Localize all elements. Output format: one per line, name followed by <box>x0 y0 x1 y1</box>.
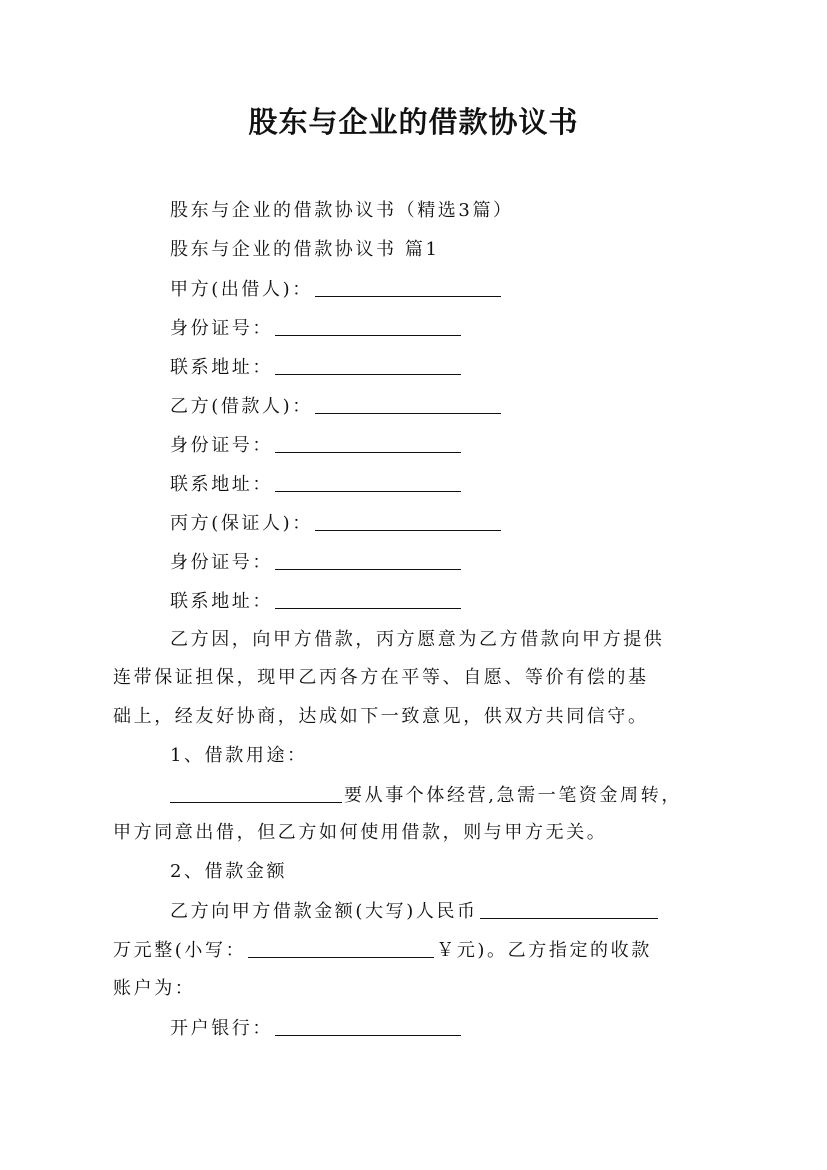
lender-address-line <box>170 354 463 381</box>
clause1-heading: 1、借款用途： <box>170 745 308 766</box>
borrower-name-blank <box>315 393 501 414</box>
amount-lowercase-blank <box>248 937 434 958</box>
guarantor-line <box>170 510 503 537</box>
guarantor-id-blank <box>275 549 461 570</box>
lender-id-label: 身份证号： <box>170 318 273 339</box>
document-subtitle: 股东与企业的借款协议书（精选3篇） <box>170 200 514 221</box>
guarantor-id-label: 身份证号： <box>170 552 273 573</box>
borrower-id-blank <box>275 432 461 453</box>
clause1-line-1-text: 要从事个体经营,急需一笔资金周转， <box>344 785 682 806</box>
guarantor-address-blank <box>275 588 461 609</box>
lender-label: 甲方(出借人)： <box>170 279 313 300</box>
bank-label: 开户银行： <box>170 1018 273 1039</box>
clause2-line-2 <box>113 937 652 964</box>
lender-name-blank <box>315 276 501 297</box>
guarantor-address-label: 联系地址： <box>170 591 273 612</box>
clause2-line-3: 账户为： <box>113 978 196 999</box>
document-title: 股东与企业的借款协议书 <box>248 105 579 139</box>
clause2-line-2-suffix: ￥元)。乙方指定的收款 <box>436 940 652 961</box>
clause1-line-2: 甲方同意出借，但乙方如何使用借款，则与甲方无关。 <box>113 822 608 843</box>
lender-id-blank <box>275 315 461 336</box>
guarantor-id-line <box>170 549 463 576</box>
clause2-line-1-text: 乙方向甲方借款金额(大写)人民币 <box>170 901 478 922</box>
bank-blank <box>275 1015 461 1036</box>
lender-line <box>170 276 503 303</box>
lender-address-blank <box>275 354 461 375</box>
guarantor-label: 丙方(保证人)： <box>170 513 313 534</box>
lender-address-label: 联系地址： <box>170 357 273 378</box>
intro-line-3: 础上，经友好协商，达成如下一致意见，供双方共同信守。 <box>113 706 649 727</box>
guarantor-address-line <box>170 588 463 615</box>
clause2-line-1 <box>170 898 660 925</box>
borrower-label: 乙方(借款人)： <box>170 396 313 417</box>
bank-line <box>170 1015 463 1042</box>
clause1-line-1 <box>170 782 682 809</box>
clause2-line-2-prefix: 万元整(小写： <box>113 940 247 961</box>
clause2-heading: 2、借款金额 <box>170 861 288 882</box>
borrower-id-line <box>170 432 463 459</box>
intro-line-2: 连带保证担保，现甲乙丙各方在平等、自愿、等价有偿的基 <box>113 667 649 688</box>
purpose-blank <box>170 782 342 803</box>
guarantor-name-blank <box>315 510 501 531</box>
intro-line-1: 乙方因，向甲方借款，丙方愿意为乙方借款向甲方提供 <box>170 629 665 650</box>
lender-id-line <box>170 315 463 342</box>
borrower-address-line <box>170 471 463 498</box>
borrower-address-blank <box>275 471 461 492</box>
borrower-id-label: 身份证号： <box>170 435 273 456</box>
borrower-address-label: 联系地址： <box>170 474 273 495</box>
borrower-line <box>170 393 503 420</box>
section-heading: 股东与企业的借款协议书 篇1 <box>170 239 440 260</box>
amount-uppercase-blank <box>480 898 658 919</box>
